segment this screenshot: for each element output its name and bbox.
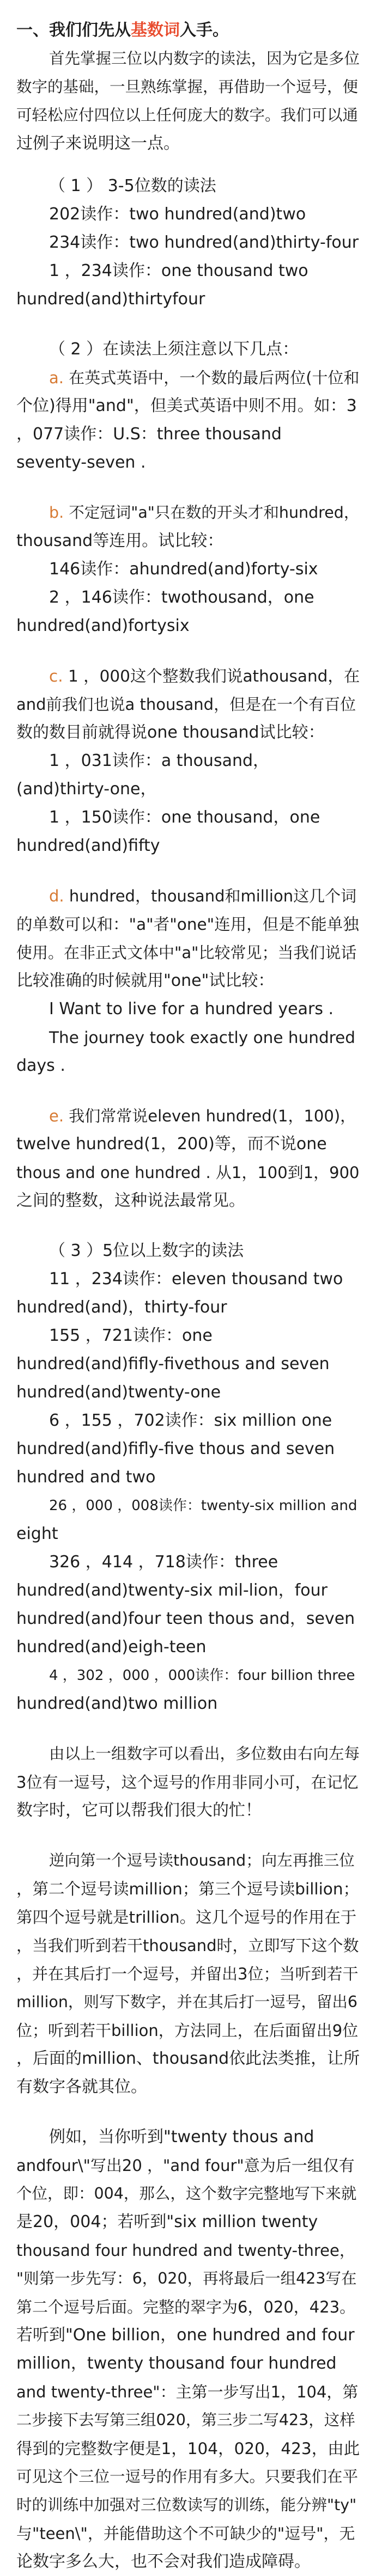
text-line: The journey took exactly one hundred [49, 1028, 356, 1047]
paragraph-example [16, 2123, 360, 2576]
text-line: 数的数目前就得说one thousand试比较： [16, 723, 325, 742]
example-line: hundred(and)four teen thous and，seven [16, 1609, 355, 1628]
text-line: 例如，当你听到"twenty thous and [49, 2127, 314, 2146]
example-line: hundred(and)twenty-six mil-lion，four [16, 1581, 328, 1600]
intro-paragraph [16, 45, 360, 158]
example-line: hundred(and)，thirty-four [16, 1298, 227, 1317]
point-marker: c. [49, 667, 63, 685]
text-line: ，当我们听到若干thousand时，立即写下这个数 [16, 1936, 359, 1955]
text-line: 2 ，146读作：twothousand，one [49, 588, 314, 607]
paragraph-reverse [16, 1847, 360, 2101]
text-line: 时的训练中加强对三位数读写的训练，能分辨"ty" [16, 2496, 357, 2514]
text-line: 得到的完整数字便是1，104，020，423，由此 [16, 2439, 360, 2458]
text-line: 的单数可以和："a"者"one"连用，但是不能单独 [16, 915, 359, 934]
text-line: hundred，thousand和million这几个词 [64, 887, 357, 905]
text-line: andfour\"写出20 ，"and four"意为后一组仅有 [16, 2156, 355, 2175]
text-line: 1 ，031读作：a thousand， [49, 751, 270, 770]
text-line: 使用。在非正式文体中"a"比较常见；当我们说话 [16, 943, 357, 962]
paragraph-commas [16, 1740, 360, 1825]
example-line: 4 ，302 ，000 ，000读作：four billion three [49, 1667, 355, 1684]
text-line: 逆向第一个逗号读thousand；向左再推三位 [49, 1851, 355, 1869]
subsection-heading: （ 1 ） 3-5位数的读法 [49, 176, 216, 195]
example-line: 1 ，234读作：one thousand two [49, 261, 308, 280]
text-line: 二步接下去写第三组020，第三步二写423，这样 [16, 2411, 355, 2429]
title-suffix: 入手。 [180, 21, 229, 40]
text-line: ，第二个逗号读million；第三个逗号读billion； [16, 1880, 360, 1898]
text-line: I Want to live for a hundred years . [49, 999, 334, 1019]
example-line: hundred(and)thirtyfour [16, 290, 205, 309]
example-line: 11 ，234读作：eleven thousand two [49, 1269, 343, 1289]
point-d [16, 882, 360, 1080]
subsection-heading: （ 2 ）在读法上须注意以下几点： [49, 340, 299, 359]
example-line: 6 ，155 ，702读作：six million one [49, 1411, 332, 1430]
text-line: 若听到"One billion，one hundred and four [16, 2326, 355, 2345]
text-line: 可见这个三位一逗号的作用有多大。只要我们在平 [16, 2468, 359, 2486]
example-line: hundred(and)fifly-fivethous and seven [16, 1354, 330, 1373]
example-line: 26 ，000 ，008读作：twenty-six million and [49, 1498, 357, 1514]
text-line: 有数字各就其位。 [16, 2077, 147, 2096]
point-marker: b. [49, 504, 64, 522]
text-line: 3位有一逗号，这个逗号的作用非同小可，在记忆 [16, 1773, 359, 1792]
text-line: million，twenty thousand four hundred [16, 2354, 337, 2373]
text-line: "则第一步先写：6，020，再将最后一组423写在 [16, 2270, 357, 2287]
section-2 [16, 335, 360, 1215]
text-line: 首先掌握三位以内数字的读法，因为它是多位 [49, 50, 360, 68]
point-marker: e. [49, 1107, 64, 1125]
section-1 [16, 172, 360, 314]
text-line: hundred(and)fifty [16, 836, 160, 855]
text-line: 在英式英语中，一个数的最后两位(十位和 [64, 369, 360, 387]
text-line: ，077读作：U.S：three thousand [16, 425, 282, 444]
text-line: million，则写下数字，并在其后打一逗号，留出6 [16, 1993, 358, 2011]
text-line: 论数字多么大，也不会对我们造成障碍。 [16, 2552, 311, 2571]
text-line: 位；听到若干billion，方法同上，在后面留出9位 [16, 2021, 359, 2040]
text-line: thousand等连用。试比较： [16, 531, 224, 550]
text-line: ，并在其后打一个逗号，并留出3位；当听到若干 [16, 1965, 359, 1983]
text-line: 146读作：ahundred(and)forty-six [49, 560, 318, 579]
example-line: eight [16, 1524, 58, 1543]
example-line: hundred(and)eigh-teen [16, 1637, 207, 1657]
text-line: 由以上一组数字可以看出，多位数由右向左每 [49, 1745, 360, 1763]
text-line: ，后面的million、thousand依此法类推，让所 [16, 2049, 360, 2068]
text-line: twelve hundred(1，200)等，而不说one [16, 1134, 327, 1154]
example-line: hundred(and)fifly-five thous and seven [16, 1439, 335, 1458]
example-line: 234读作：two hundred(and)thirty-four [49, 233, 359, 252]
article-body [16, 16, 360, 2576]
text-line: thousand four hundred and twenty-three， [16, 2241, 355, 2260]
point-b [16, 499, 360, 640]
text-line: 个位)得用"and"，但美式英语中则不用。如：3 [16, 396, 357, 415]
section-title [16, 16, 360, 45]
text-line: and twenty-three"：主第一步写出1，104，第 [16, 2383, 359, 2401]
text-line: thous and one hundred . 从1，100到1，900 [16, 1163, 360, 1182]
point-c [16, 662, 360, 860]
point-e [16, 1102, 360, 1215]
text-line: 与"teen\"，并能借助这个不可缺少的"逗号"，无 [16, 2524, 355, 2543]
text-line: seventy-seven . [16, 453, 146, 472]
example-line: hundred and two [16, 1468, 156, 1487]
text-line: 过例子来说明这一点。 [16, 134, 180, 153]
section-3 [16, 1237, 360, 1718]
text-line: (and)thirty-one， [16, 780, 157, 799]
point-a [16, 364, 360, 477]
title-highlight: 基数词 [131, 21, 180, 40]
example-line: 326 ，414 ，718读作：three [49, 1553, 278, 1572]
text-line: 数字的基础，一旦熟练掌握，再借助一个逗号，便 [16, 78, 359, 96]
example-line: hundred(and)twenty-one [16, 1383, 221, 1402]
text-line: hundred(and)fortysix [16, 616, 190, 635]
text-line: 第二个逗号后面。完整的翠字为6，020，423。 [16, 2298, 356, 2316]
text-line: 不定冠词"a"只在数的开头才和hundred， [64, 504, 360, 522]
text-line: 可轻松应付四位以上任何庞大的数字。我们可以通 [16, 106, 359, 124]
text-line: days . [16, 1056, 65, 1075]
point-marker: d. [49, 887, 64, 905]
example-line: 155 ，721读作：one [49, 1326, 213, 1345]
point-marker: a. [49, 369, 64, 387]
text-line: 第四个逗号就是trillion。这几个逗号的作用在于 [16, 1908, 357, 1927]
text-line: 比较准确的时候就用"one"试比较： [16, 971, 275, 990]
text-line: 个位，即：004，那么，这个数字完整地写下来就 [16, 2185, 357, 2203]
example-line: 202读作：two hundred(and)two [49, 205, 306, 224]
example-line: hundred(and)two million [16, 1694, 218, 1713]
subsection-heading: （ 3 ）5位以上数字的读法 [49, 1241, 244, 1260]
text-line: 是20，004；若听到"six million twenty [16, 2212, 318, 2231]
text-line: and前我们也说a thousand，但是在一个有百位 [16, 695, 356, 714]
text-line: 1 ，150读作：one thousand，one [49, 808, 320, 827]
text-line: 1 ，000这个整数我们说athousand，在 [63, 667, 360, 685]
title-prefix: 一、我们们先从 [16, 21, 131, 40]
text-line: 我们常常说eleven hundred(1，100)， [64, 1107, 356, 1125]
text-line: 数字时，它可以帮我们很大的忙！ [16, 1801, 262, 1820]
text-line: 之间的整数，这种说法最常见。 [16, 1191, 245, 1210]
